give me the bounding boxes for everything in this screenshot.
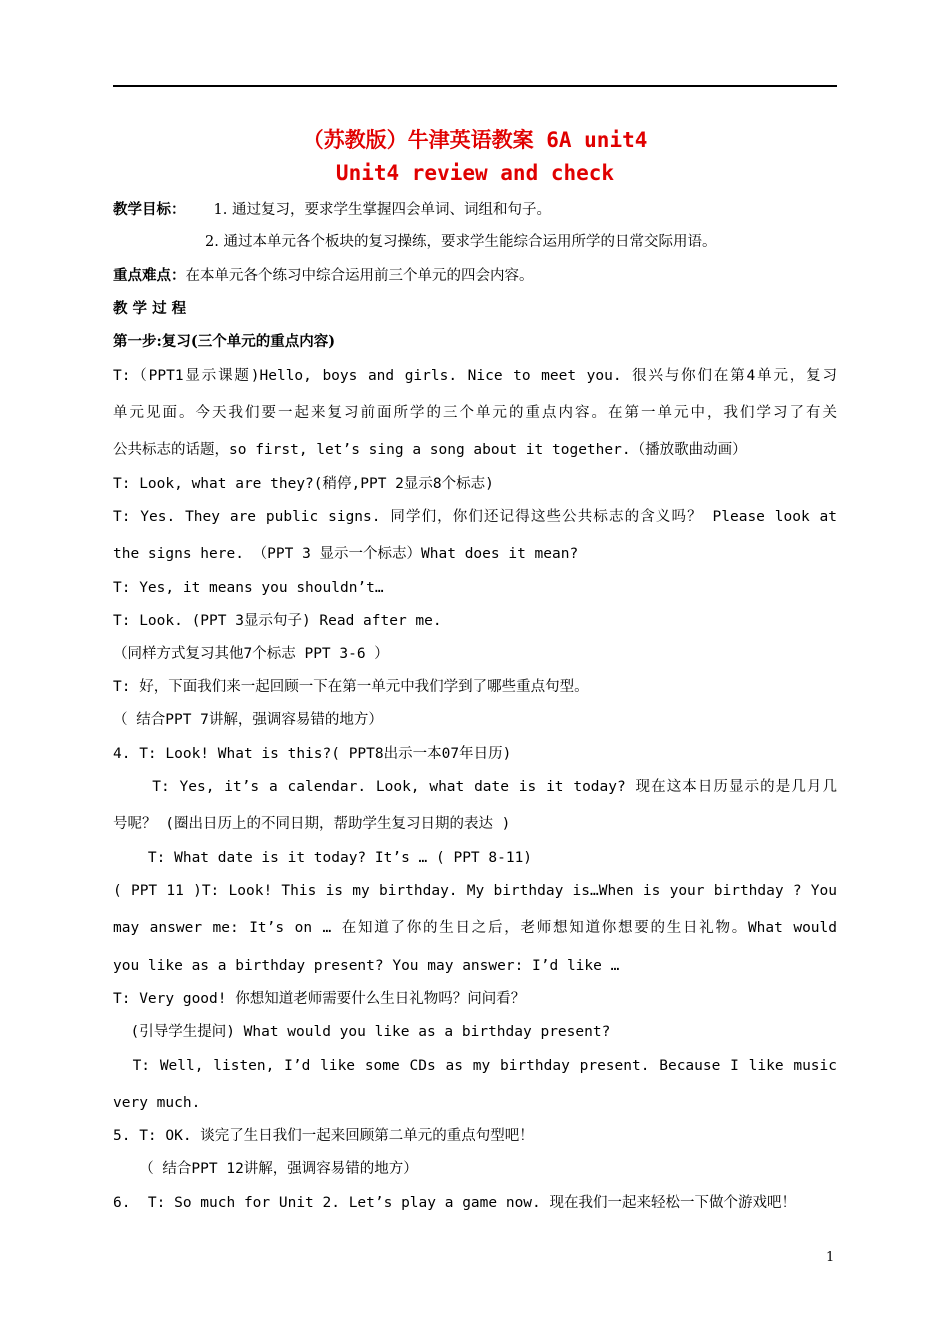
body-line: T: 好，下面我们来一起回顾一下在第一单元中我们学到了哪些重点句型。 [113, 679, 589, 695]
body-line: T:（PPT1显示课题)Hello, boys and girls. Nice to meet you. 很兴与你们在第4单元，复习 [113, 368, 837, 384]
body-line: you like as a birthday present? You may answer: I’d like … [113, 958, 620, 974]
key-points-row [113, 266, 837, 286]
doc-title: （苏教版）牛津英语教案 6A unit4 [302, 128, 648, 152]
objectives-row [113, 200, 837, 220]
objective-2: 2. 通过本单元各个板块的复习操练，要求学生能综合运用所学的日常交际用语。 [205, 234, 717, 250]
key-points-label: 重点难点： [113, 267, 186, 284]
objective-1: 1. 通过复习，要求学生掌握四会单词、词组和句子。 [213, 202, 551, 218]
body-line: may answer me: It’s on … 在知道了你的生日之后，老师想知道你想要的生日礼物。What would [113, 920, 837, 936]
body-line: （ 结合PPT 12讲解，强调容易错的地方） [113, 1161, 418, 1177]
body-line: T: Yes, it means you shouldn’t… [113, 580, 384, 596]
body-line: T: Yes, it’s a calendar. Look, what date is it today? 现在这本日历显示的是几月几 [113, 779, 837, 795]
objectives-label: 教学目标： [113, 201, 186, 218]
body-line: T: What date is it today? It’s … ( PPT 8-11) [113, 850, 533, 866]
body-line: (引导学生提问) What would you like as a birthday present? [113, 1024, 611, 1040]
body-line: T: Look, what are they?(稍停,PPT 2显示8个标志) [113, 476, 494, 492]
body-line: T: Yes. They are public signs. 同学们，你们还记得这些公共标志的含义吗？ Please look at [113, 509, 837, 525]
process-heading: 教 学 过 程 [113, 300, 187, 317]
body-line: 公共标志的话题，so first, let’s sing a song about it together.（播放歌曲动画） [113, 442, 747, 458]
body-line: 号呢？ (圈出日历上的不同日期，帮助学生复习日期的表达 ) [113, 816, 511, 832]
step1-heading: 第一步:复习(三个单元的重点内容) [113, 333, 336, 350]
body-line: 5. T: OK. 谈完了生日我们一起来回顾第二单元的重点句型吧！ [113, 1128, 534, 1144]
body-line: the signs here. （PPT 3 显示一个标志）What does it mean? [113, 546, 579, 562]
doc-subtitle: Unit4 review and check [335, 161, 615, 185]
body-line: 6. T: So much for Unit 2. Let’s play a game now. 现在我们一起来轻松一下做个游戏吧！ [113, 1195, 796, 1211]
body-line: （ 结合PPT 7讲解，强调容易错的地方） [113, 712, 383, 728]
body-line: very much. [113, 1095, 201, 1111]
body-line: T: Well, listen, I’d like some CDs as my birthday present. Because I like music [113, 1058, 837, 1074]
body-line: 单元见面。今天我们要一起来复习前面所学的三个单元的重点内容。在第一单元中，我们学习了有关 [113, 405, 837, 421]
header-rule [113, 85, 837, 87]
body-line: T: Look. (PPT 3显示句子) Read after me. [113, 613, 442, 629]
body-line: （同样方式复习其他7个标志 PPT 3-6 ） [113, 646, 389, 662]
page-number: 1 [826, 1250, 835, 1265]
key-points-text: 在本单元各个练习中综合运用前三个单元的四会内容。 [185, 268, 534, 284]
body-line: ( PPT 11 )T: Look! This is my birthday. My birthday is…When is your birthday ? You [113, 883, 837, 899]
body-line: T: Very good! 你想知道老师需要什么生日礼物吗？问问看？ [113, 991, 526, 1007]
body-line: 4. T: Look! What is this?( PPT8出示一本07年日历) [113, 746, 512, 762]
